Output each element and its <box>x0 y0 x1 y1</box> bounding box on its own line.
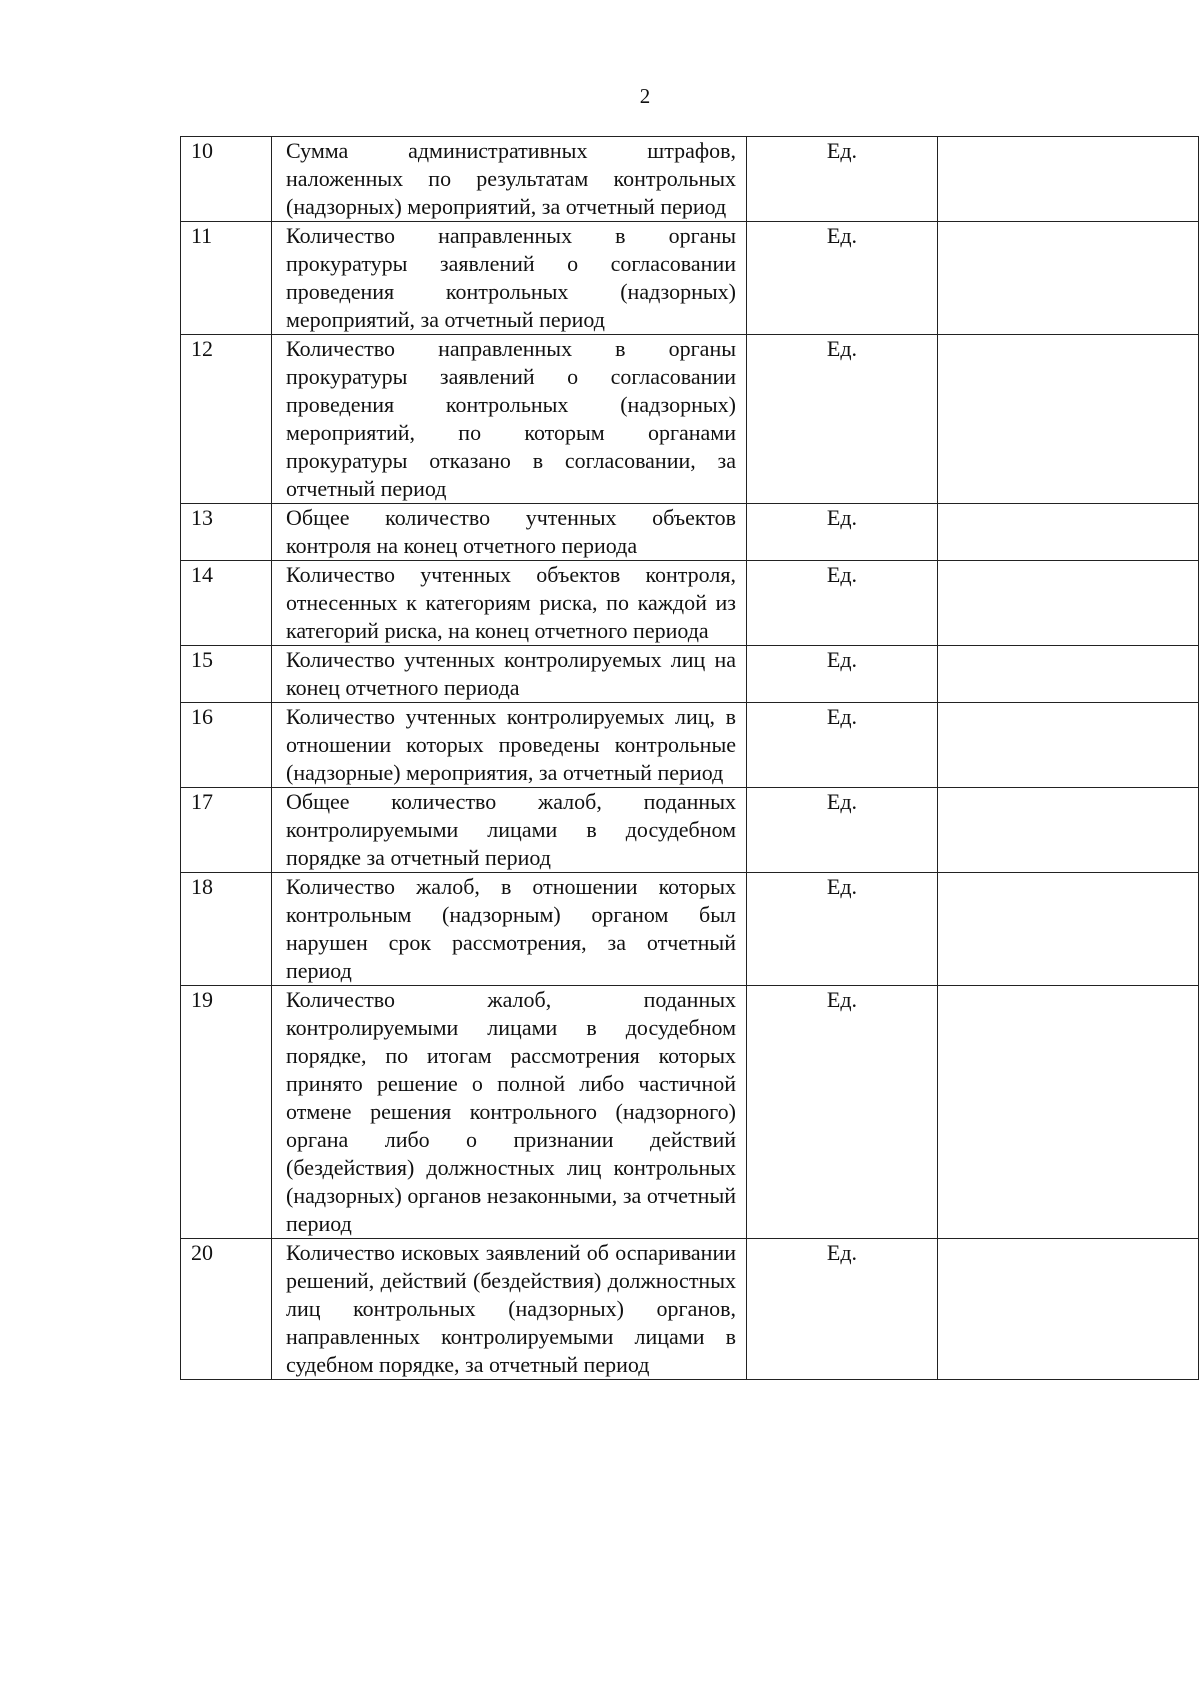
indicator-name: Количество учтенных объектов контроля, отнесенных к категориям риска, по каждой из категорий риска, на конец отчетного периода <box>272 561 747 646</box>
row-number: 18 <box>181 873 272 986</box>
unit-of-measure: Ед. <box>747 703 938 788</box>
table-row <box>181 335 1199 504</box>
indicator-name: Количество жалоб, поданных контролируемыми лицами в досудебном порядке, по итогам рассмотрения которых принято решение о полной либо частичной отмене решения контрольного (надзорного) органа либо о признании действий (бездействия) должностных лиц контрольных (надзорных) органов незаконными, за отчетный период <box>272 986 747 1239</box>
indicator-name: Общее количество жалоб, поданных контролируемыми лицами в досудебном порядке за отчетный период <box>272 788 747 873</box>
table-row <box>181 788 1199 873</box>
row-number: 15 <box>181 646 272 703</box>
table-row <box>181 137 1199 222</box>
indicator-name: Сумма административных штрафов, наложенных по результатам контрольных (надзорных) мероприятий, за отчетный период <box>272 137 747 222</box>
page-number: 2 <box>639 84 651 108</box>
unit-of-measure: Ед. <box>747 504 938 561</box>
unit-of-measure: Ед. <box>747 137 938 222</box>
row-number: 19 <box>181 986 272 1239</box>
row-number: 20 <box>181 1239 272 1380</box>
unit-of-measure: Ед. <box>747 1239 938 1380</box>
indicator-name: Количество учтенных контролируемых лиц, в отношении которых проведены контрольные (надзорные) мероприятия, за отчетный период <box>272 703 747 788</box>
row-number: 12 <box>181 335 272 504</box>
indicator-name: Количество направленных в органы прокуратуры заявлений о согласовании проведения контрольных (надзорных) мероприятий, за отчетный период <box>272 222 747 335</box>
table-row <box>181 561 1199 646</box>
row-number: 10 <box>181 137 272 222</box>
indicator-name: Общее количество учтенных объектов контроля на конец отчетного периода <box>272 504 747 561</box>
indicator-name: Количество учтенных контролируемых лиц на конец отчетного периода <box>272 646 747 703</box>
value-cell <box>938 335 1199 504</box>
value-cell <box>938 561 1199 646</box>
indicator-name: Количество направленных в органы прокуратуры заявлений о согласовании проведения контрольных (надзорных) мероприятий, по которым органами прокуратуры отказано в согласовании, за отчетный период <box>272 335 747 504</box>
unit-of-measure: Ед. <box>747 561 938 646</box>
unit-of-measure: Ед. <box>747 873 938 986</box>
value-cell <box>938 222 1199 335</box>
row-number: 11 <box>181 222 272 335</box>
value-cell <box>938 873 1199 986</box>
row-number: 17 <box>181 788 272 873</box>
table-row <box>181 504 1199 561</box>
row-number: 14 <box>181 561 272 646</box>
table-row <box>181 986 1199 1239</box>
row-number: 13 <box>181 504 272 561</box>
value-cell <box>938 703 1199 788</box>
unit-of-measure: Ед. <box>747 222 938 335</box>
table-row <box>181 703 1199 788</box>
indicators-table <box>180 136 1199 1380</box>
value-cell <box>938 137 1199 222</box>
row-number: 16 <box>181 703 272 788</box>
table-row <box>181 222 1199 335</box>
unit-of-measure: Ед. <box>747 986 938 1239</box>
unit-of-measure: Ед. <box>747 788 938 873</box>
unit-of-measure: Ед. <box>747 646 938 703</box>
value-cell <box>938 788 1199 873</box>
value-cell <box>938 1239 1199 1380</box>
indicator-name: Количество жалоб, в отношении которых контрольным (надзорным) органом был нарушен срок рассмотрения, за отчетный период <box>272 873 747 986</box>
table-row <box>181 1239 1199 1380</box>
value-cell <box>938 646 1199 703</box>
table-row <box>181 646 1199 703</box>
unit-of-measure: Ед. <box>747 335 938 504</box>
indicator-name: Количество исковых заявлений об оспаривании решений, действий (бездействия) должностных лиц контрольных (надзорных) органов, направленных контролируемыми лицами в судебном порядке, за отчетный период <box>272 1239 747 1380</box>
value-cell <box>938 504 1199 561</box>
value-cell <box>938 986 1199 1239</box>
table-row <box>181 873 1199 986</box>
